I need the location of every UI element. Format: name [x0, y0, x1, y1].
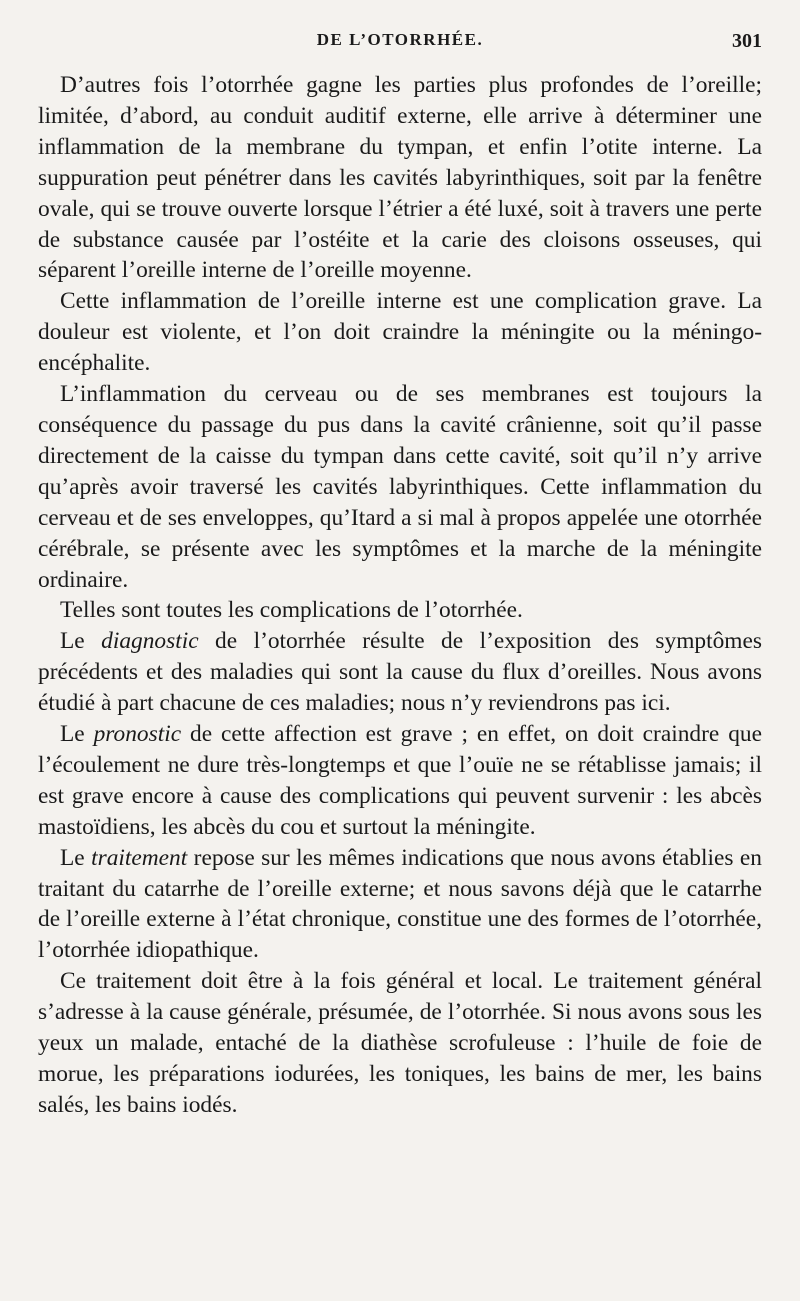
- term-traitement: traitement: [91, 844, 188, 871]
- paragraph-otorrhee-profonde: D’autres fois l’otorrhée gagne les parties plus profondes de l’oreille; limitée, d’abord, au conduit auditif externe, elle arrive à déterminer une inflammation de la membrane du tympan, et enfin l’otite interne. La suppuration peut pénétrer dans les cavités labyrinthiques, soit par la fenêtre ovale, qui se trouve ouverte lorsque l’étrier a été luxé, soit à travers une perte de substance causée par l’ostéite et la carie des cloisons osseuses, qui séparent l’oreille interne de l’oreille moyenne.: [38, 72, 762, 284]
- term-pronostic: pronostic: [93, 721, 182, 748]
- paragraph-inflammation-oreille-interne: Cette inflammation de l’oreille interne est une complication grave. La douleur est violente, et l’on doit craindre la méningite ou la méningo-encéphalite.: [38, 288, 762, 377]
- lead-word: Le: [60, 628, 85, 655]
- paragraph-text: repose sur les mêmes indications que nous avons établies en traitant du catarrhe de l’oreille externe; et nous savons déjà que le catarrhe de l’oreille externe à l’état chronique, constitue une des formes de l’otorrhée, l’otorrhée idiopathique.: [38, 844, 762, 964]
- paragraph-traitement: [38, 843, 762, 967]
- paragraph-pronostic: [38, 719, 762, 843]
- page-header: [38, 30, 762, 60]
- paragraph-diagnostic: [38, 626, 762, 719]
- paragraph-inflammation-cerveau: L’inflammation du cerveau ou de ses membranes est toujours la conséquence du passage du pus dans la cavité crânienne, soit qu’il passe directement de la caisse du tympan dans cette cavité, soit qu’il n’y arrive qu’après avoir traversé les cavités labyrinthiques. Cette inflammation du cerveau et de ses enveloppes, qu’Itard a si mal à propos appelée une otorrhée cérébrale, se présente avec les symptômes et la marche de la méningite ordinaire.: [38, 381, 762, 593]
- lead-word: Le: [60, 721, 85, 748]
- body-text: [38, 70, 762, 1121]
- running-title: DE L’OTORRHÉE.: [316, 30, 484, 49]
- paragraph-complications: Telles sont toutes les complications de l’otorrhée.: [60, 597, 523, 624]
- lead-word: Le: [60, 844, 85, 871]
- paragraph-text: de l’otorrhée résulte de l’exposition des symptômes précédents et des maladies qui sont la cause du flux d’oreilles. Nous avons étudié à part chacune de ces maladies; nous n’y reviendrons pas ici.: [38, 628, 762, 717]
- page-number: 301: [732, 30, 762, 52]
- term-diagnostic: diagnostic: [101, 628, 199, 655]
- paragraph-traitement-general: Ce traitement doit être à la fois général et local. Le traitement général s’adresse à la cause générale, présumée, de l’otorrhée. Si nous avons sous les yeux un malade, entaché de la diathèse scrofuleuse : l’huile de foie de morue, les préparations iodurées, les toniques, les bains de mer, les bains salés, les bains iodés.: [38, 968, 762, 1118]
- paragraph-text: de cette affection est grave ; en effet, on doit craindre que l’écoulement ne dure très-longtemps et que l’ouïe ne se rétablisse jamais; il est grave encore à cause des complications qui peuvent survenir : les abcès mastoïdiens, les abcès du cou et surtout la méningite.: [38, 721, 762, 840]
